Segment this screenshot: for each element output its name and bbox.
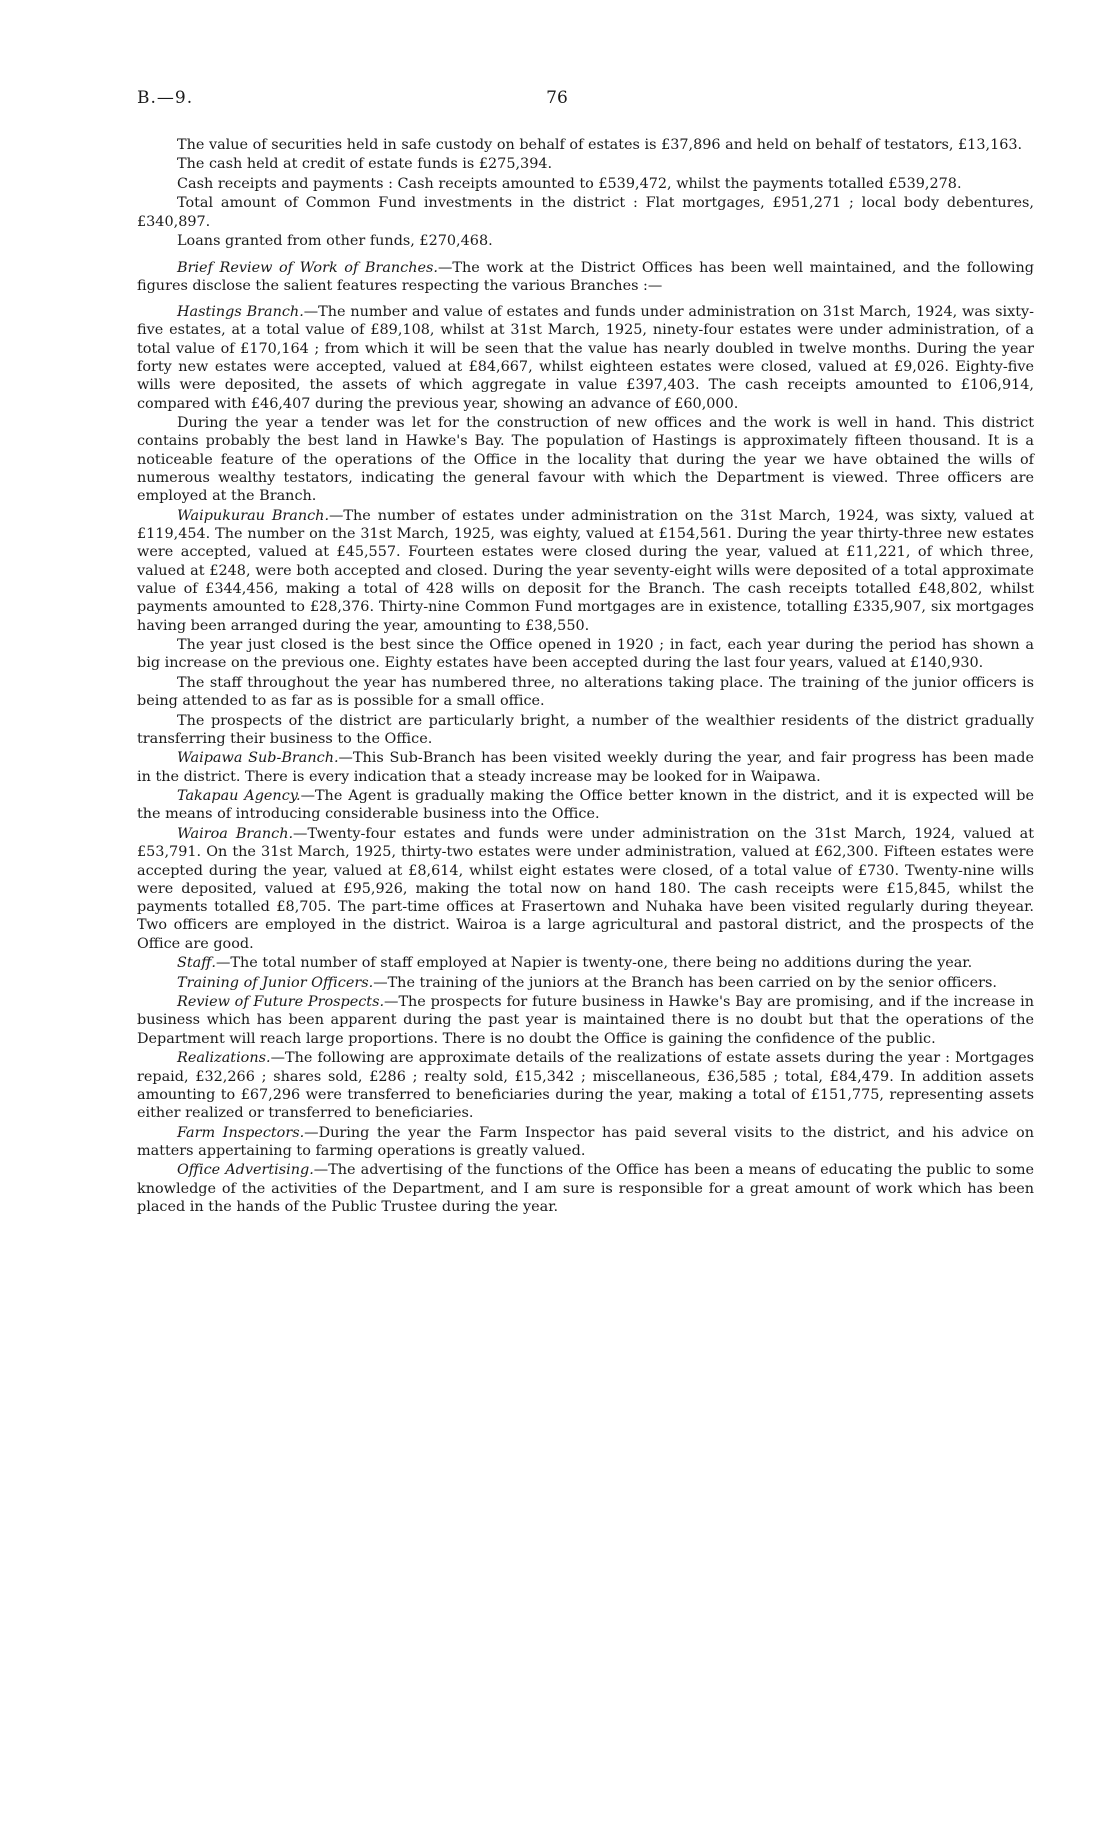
paragraph-loans [137,232,1034,250]
section-heading: Farm Inspectors. [177,1124,305,1141]
paragraph-prospects [137,712,1034,749]
paragraph-text: Loans granted from other funds, £270,468. [177,233,493,250]
section-heading: Realizations. [177,1050,271,1067]
paragraph-waipukurau [137,507,1034,635]
paragraph-text: The prospects of the district are particularly bright, a number of the wealthier residents of the district gradually transferring their business to the Office. [137,712,1034,747]
paragraph-hastings [137,303,1034,413]
section-heading: Review of Future Prospects. [177,994,385,1011]
paragraph-brief-review [137,259,1034,296]
paragraph-text: —The number and value of estates and funds under administration on 31st March, 1924, was sixty-five estates, at a total value of £89,108, whilst at 31st March, 1925, ninety-four estates were under administration, of a total value of £170,164 ; from which it will be seen that the value has nearly doubled in twelve months. During the year forty new estates were accepted, valued at £84,667, whilst eighteen estates were closed, valued at £9,026. Eighty-five wills were deposited, the assets of which aggregate in value £397,403. The cash receipts amounted to £106,914, compared with £46,407 during the previous year, showing an advance of £60,000. [137,304,1034,412]
paragraph-text: —Twenty-four estates and funds were under administration on the 31st March, 1924, valued at £53,791. On the 31st March, 1925, thirty-two estates were under administration, valued at £62,300. Fifteen estates were accepted during the year, valued at £8,614, whilst eight estates were closed, of a total value of £730. Twenty-nine wills were deposited, valued at £95,926, making the total now on hand 180. The cash receipts were £15,845, whilst the payments totalled £8,705. The part-time offices at Frasertown and Nuhaka have been visited regularly during theyear. Two officers are employed in the district. Wairoa is a large agricultural and pastoral district, and the prospects of the Office are good. [137,825,1034,952]
page-number: 76 [546,88,568,108]
paragraph-wairoa [137,825,1034,953]
paragraph-waipawa [137,749,1034,786]
paragraph-text: The year just closed is the best since the Office opened in 1920 ; in fact, each year during the period has shown a big increase on the previous one. Eighty estates have been accepted during the last four years, valued at £140,930. [137,637,1034,672]
paragraph-text: —The prospects for future business in Hawke's Bay are promising, and if the increase in business which has been apparent during the past year is maintained there is no doubt but that the operations of the Department will reach large proportions. There is no doubt the Office is gaining the confidence of the public. [137,994,1034,1047]
section-heading: Waipukurau Branch. [177,507,330,524]
paragraph-text: —The work at the District Offices has been well maintained, and the following figures disclose the salient features respecting the various Branches :— [137,259,1034,294]
section-heading: Hastings Branch. [177,304,304,321]
paragraph-farm-inspectors [137,1124,1034,1161]
section-heading: Staff. [177,955,216,972]
paragraph-text: —The training of the juniors at the Branch has been carried on by the senior officers. [373,974,997,991]
paragraph-text: —During the year the Farm Inspector has paid several visits to the district, and his advice on matters appertaining to farming operations is greatly valued. [137,1124,1034,1159]
paragraph-text: —The Agent is gradually making the Office better known in the district, and it is expected will be the means of introducing considerable business into the Office. [137,788,1035,823]
running-head [137,88,977,112]
paragraph-text: The staff throughout the year has numbered three, no alterations taking place. The training of the junior officers is being attended to as far as is possible for a small office. [137,674,1034,710]
section-heading: Brief Review of Work of Branches. [177,259,438,276]
paragraph-text: Total amount of Common Fund investments in the district : Flat mortgages, £951,271 ; local body debentures, £340,897. [137,195,1034,230]
paragraph-text: Cash receipts and payments : Cash receipts amounted to £539,472, whilst the payments totalled £539,278. [177,175,962,192]
paragraph-text: —The number of estates under administration on the 31st March, 1924, was sixty, valued at £119,454. The number on the 31st March, 1925, was eighty, valued at £154,561. During the year thirty-three new estates were accepted, valued at £45,557. Fourteen estates were closed during the year, valued at £11,221, of which three, valued at £248, were both accepted and closed. During the year seventy-eight wills were deposited of a total approximate value of £344,456, making a total of 428 wills on deposit for the Branch. The cash receipts totalled £48,802, whilst payments amounted to £28,376. Thirty-nine Common Fund mortgages are in existence, totalling £335,907, six mortgages having been arranged during the year, amounting to £38,550. [137,507,1034,634]
section-heading: Wairoa Branch. [177,825,294,842]
paragraph-cash-held [137,155,1034,173]
paragraph-takapau [137,787,1034,824]
section-heading: Training of Junior Officers. [177,974,374,991]
paragraph-text: The cash held at credit of estate funds is £275,394. [177,156,553,173]
paragraph-staff-three [137,674,1034,711]
paragraph-realizations [137,1049,1034,1122]
section-heading: Waipawa Sub-Branch. [177,750,339,767]
paragraph-staff [137,954,1034,972]
section-heading: Takapau Agency. [177,788,301,805]
paragraph-text: The value of securities held in safe custody on behalf of estates is £37,896 and held on behalf of testators, £13,163. [177,137,1023,153]
section-heading: Office Advertising. [177,1162,314,1179]
paragraph-cash-receipts [137,175,1034,193]
paragraph-future-prospects [137,993,1034,1048]
paragraph-hastings-offices [137,414,1034,505]
paragraph-text: —The advertising of the functions of the Office has been a means of educating the public to some knowledge of the activities of the Department, and I am sure is responsible for a great amount of work which has been placed in the hands of the Public Trustee during the year. [137,1162,1034,1215]
paragraph-text: —The following are approximate details of the realizations of estate assets during the year : Mortgages repaid, £32,266 ; shares sold, £286 ; realty sold, £15,342 ; miscellaneous, £36,585 ; total, £84,479. In addition assets amounting to £67,296 were transferred to beneficiaries during the year, making a total of £151,775, representing assets either realized or transferred to beneficiaries. [137,1050,1034,1122]
paragraph-common-fund [137,194,1034,231]
paragraph-text: —This Sub-Branch has been visited weekly during the year, and fair progress has been made in the district. There is every indication that a steady increase may be looked for in Waipawa. [137,750,1034,785]
paragraph-training [137,974,1034,992]
paragraph-text: During the year a tender was let for the construction of new offices and the work is well in hand. This district contains probably the best land in Hawke's Bay. The population of Hastings is approximately fifteen thousand. It is a noticeable feature of the operations of the Office in the locality that during the year we have obtained the wills of numerous wealthy testators, indicating the general favour with which the Department is viewed. Three officers are employed at the Branch. [137,415,1034,505]
document-reference: B.—9. [137,88,194,108]
paragraph-text: —The total number of staff employed at Napier is twenty-one, there being no additions during the year. [216,955,973,972]
paragraph-best-year [137,636,1034,673]
paragraph-office-advertising [137,1161,1034,1216]
body-text [137,136,1034,1217]
paragraph-securities [137,136,1034,154]
